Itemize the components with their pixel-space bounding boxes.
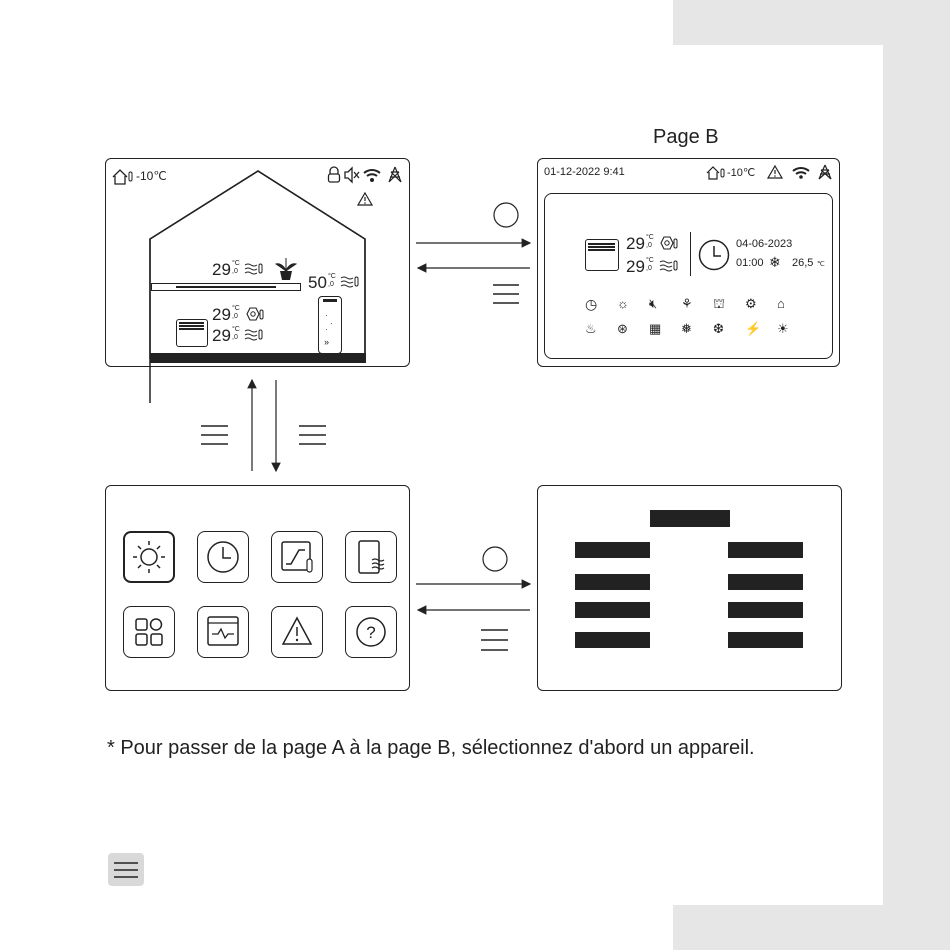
airflow-thermometer-icon <box>659 259 679 273</box>
electric-icon: ⚡ <box>745 321 762 336</box>
airflow-thermometer-icon <box>244 262 264 276</box>
screen-submenu <box>537 485 842 691</box>
grid-tower-icon <box>387 166 403 183</box>
wifi-icon <box>363 167 381 183</box>
clock-icon <box>698 239 730 271</box>
solar-icon: ☀ <box>777 321 789 336</box>
floor-heat-icon: ♨ <box>585 321 597 336</box>
water-temp-1: 29 <box>212 305 231 324</box>
datetime: 01-12-2022 9:41 <box>544 166 625 178</box>
menu-tile-curve[interactable] <box>271 531 323 583</box>
temp-1-unit: °C ,0 <box>646 234 654 249</box>
screen-menu <box>105 485 410 691</box>
svg-text:?: ? <box>366 623 376 642</box>
wifi-icon <box>792 165 810 179</box>
page-b-title: Page B <box>653 126 719 148</box>
menu-tile-clock[interactable] <box>197 531 249 583</box>
submenu-item-1[interactable] <box>575 542 650 558</box>
set-temp-unit: ℃ <box>817 261 825 268</box>
menu-key-icon <box>108 853 144 886</box>
warning-icon <box>767 165 783 179</box>
footnote: * Pour passer de la page A à la page B, sélectionnez d'abord un appareil. <box>107 737 755 759</box>
home-leaf-icon: ⌂ <box>777 296 785 311</box>
room-temp-unit: °C ,0 <box>232 260 240 275</box>
menu-tile-apps[interactable] <box>123 606 175 658</box>
submenu-item-6[interactable] <box>728 574 803 590</box>
screen-home <box>105 158 410 367</box>
schedule-time: 01:00 <box>736 257 764 269</box>
airflow-thermometer-icon <box>244 328 264 342</box>
gear-thermometer-icon <box>659 236 679 250</box>
temp-2: 29 <box>626 257 645 276</box>
submenu-item-5[interactable] <box>728 542 803 558</box>
water-tank: · · · » <box>318 296 342 354</box>
tank-icon <box>346 532 396 582</box>
gear-thermometer-icon <box>245 307 265 321</box>
curve-thermometer-icon <box>272 532 322 582</box>
submenu-item-7[interactable] <box>728 602 803 618</box>
water-temp-2: 29 <box>212 326 231 345</box>
tank-temp-unit: °C ,0 <box>328 273 336 288</box>
eco-icon: ⚘ <box>681 296 693 311</box>
heat-pump-unit <box>176 319 208 347</box>
fan-heat-icon: ☼ <box>617 296 629 311</box>
tank-boost-icon: ⛫ <box>713 296 725 311</box>
submenu-item-8[interactable] <box>728 632 803 648</box>
calendar-icon: ▦ <box>649 321 662 336</box>
lock-icon <box>327 167 341 183</box>
mute-icon: 🔇︎ <box>649 296 658 311</box>
pump-icon: ⊛ <box>617 321 628 336</box>
menu-tile-tank[interactable] <box>345 531 397 583</box>
clock-icon <box>198 532 248 582</box>
submenu-title-bar <box>650 510 730 527</box>
home-thermometer-icon <box>706 166 726 180</box>
apps-icon <box>124 607 174 657</box>
submenu-item-3[interactable] <box>575 602 650 618</box>
tank-airflow-icon <box>340 275 360 289</box>
monitor-icon <box>198 607 248 657</box>
top-margin-tab <box>673 0 883 45</box>
tank-temp: 50 <box>308 273 327 292</box>
menu-tile-sun[interactable] <box>123 531 175 583</box>
cooling-icon: ❆ <box>713 321 724 336</box>
submenu-item-4[interactable] <box>575 632 650 648</box>
set-temp: 26,5 <box>792 257 814 269</box>
outdoor-temp: -10℃ <box>136 169 167 183</box>
temp-1: 29 <box>626 234 645 253</box>
grid-tower-icon <box>817 164 833 180</box>
help-icon <box>346 607 396 657</box>
menu-tile-monitor[interactable] <box>197 606 249 658</box>
snowflake-icon: ❄ <box>769 254 781 270</box>
right-margin-strip <box>883 0 950 950</box>
water-temp-2-unit: °C ,0 <box>232 326 240 341</box>
heat-pump-unit <box>585 239 619 271</box>
mute-icon <box>344 167 360 183</box>
defrost-icon: ❅ <box>681 321 692 336</box>
divider-inner-line <box>176 286 276 288</box>
timer-icon: ◷ <box>585 296 598 312</box>
temp-2-unit: °C ,0 <box>646 257 654 272</box>
floor-bar <box>150 353 366 363</box>
warning-icon <box>357 192 373 206</box>
screen-page-b <box>537 158 840 367</box>
room-temp: 29 <box>212 260 231 279</box>
menu-tile-help[interactable] <box>345 606 397 658</box>
panel-divider <box>690 232 691 276</box>
water-temp-1-unit: °C ,0 <box>232 305 240 320</box>
submenu-item-2[interactable] <box>575 574 650 590</box>
home-thermometer-icon <box>112 169 134 185</box>
warning-icon <box>272 607 322 657</box>
sun-icon <box>125 533 173 581</box>
menu-tile-warning[interactable] <box>271 606 323 658</box>
gear-sun-icon: ⚙ <box>745 296 757 311</box>
outdoor-temp: -10℃ <box>727 167 756 179</box>
plant-icon <box>275 257 297 281</box>
bottom-margin-tab <box>673 905 883 950</box>
schedule-date: 04-06-2023 <box>736 238 793 250</box>
